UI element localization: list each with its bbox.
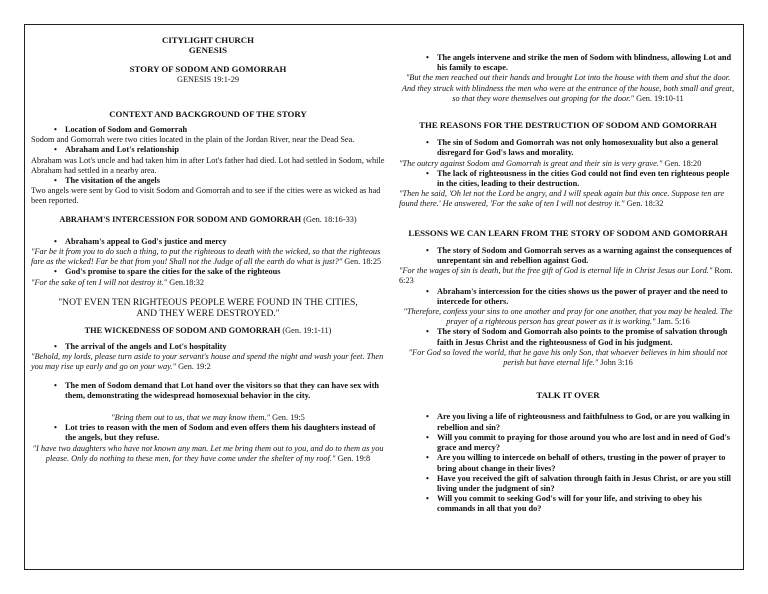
passage-reference: GENESIS 19:1-29 (177, 74, 239, 84)
lesson3-quote-block (399, 348, 737, 368)
church-name: CITYLIGHT CHURCH (162, 35, 254, 45)
reason2-ref: Gen. 18:32 (626, 199, 664, 209)
book-name: GENESIS (188, 45, 228, 56)
arrival-quote-block (31, 352, 385, 372)
wickedness-heading-line (31, 326, 385, 336)
lesson3-quote: "For God so loved the world, that he gave his only Son, that whoever believes in him should not perish but have eternal life." (408, 347, 728, 368)
reason-quote-block (31, 444, 385, 464)
promise-quote-block (31, 278, 385, 288)
visitation-text: Two angels were sent by God to visit Sodom and Gomorrah and to see if the cities were as wicked as had been reported. (31, 186, 381, 206)
lesson1-ref: Rom. 6:23 (399, 266, 733, 286)
visitation-heading: • The visitation of the angels (31, 176, 385, 186)
reason1-quote-block (399, 159, 737, 169)
reason2-quote-block (399, 189, 737, 209)
demand-quote: "Bring them out to us, that we may know them." (111, 413, 271, 423)
promise-heading: • God's promise to spare the cities for the sake of the righteous (31, 267, 385, 277)
lesson1-heading: • The story of Sodom and Gomorrah serves as a warning against the consequences of unrepentant sin and rebellion against God. (399, 246, 737, 266)
intercession-heading: ABRAHAM'S INTERCESSION FOR SODOM AND GOMORRAH (59, 214, 302, 224)
promise-ref: Gen.18:32 (169, 277, 205, 287)
lesson2-ref: Jam. 5:16 (657, 317, 690, 327)
document-title: STORY OF SODOM AND GOMORRAH (129, 64, 287, 75)
intercession-ref: (Gen. 18:16-33) (303, 214, 357, 224)
wickedness-ref: (Gen. 19:1-11) (282, 325, 332, 335)
appeal-quote-block (31, 247, 385, 267)
reason-heading: • Lot tries to reason with the men of Sodom and even offers them his daughters instead of the angels, but they refuse. (31, 423, 385, 443)
context-heading: CONTEXT AND BACKGROUND OF THE STORY (109, 108, 307, 119)
question-item: • Have you received the gift of salvation through faith in Jesus Christ, or are you still living under the judgment of sin? (399, 474, 737, 494)
intervene-quote: "But the men reached out their hands and brought Lot into the house with them and shut the door. And they struck with blindness the men who were at the entrance of the house, both small and great, so that they wore themselves out groping for the door." (401, 73, 735, 103)
talk-heading: TALK IT OVER (536, 390, 600, 401)
arrival-ref: Gen. 19:2 (178, 362, 211, 372)
location-text: Sodom and Gomorrah were two cities located in the plain of the Jordan River, near the Dead Sea. (31, 135, 355, 145)
question-item: • Will you commit to seeking God's will for your life, and striving to obey his commands in all that you do? (399, 494, 737, 514)
relationship-heading: • Abraham and Lot's relationship (31, 145, 385, 155)
demand-heading: • The men of Sodom demand that Lot hand over the visitors so that they can have sex with them, demonstrating the widespread homosexual behavior in the city. (31, 381, 385, 401)
relationship-text: Abraham was Lot's uncle and had taken him in after Lot's father had died. Lot had settled in Sodom, while Abraham had settled in a nearby area. (31, 155, 385, 175)
lesson2-quote: "Therefore, confess your sins to one another and pray for one another, that you may be healed. The prayer of a righteous person has great power as it is working." (403, 307, 733, 327)
intercession-heading-line (31, 215, 385, 225)
left-column (31, 35, 385, 464)
lesson1-quote: "For the wages of sin is death, but the free gift of God is eternal life in Christ Jesus our Lord." (399, 266, 713, 276)
promise-quote: "For the sake of ten I will not destroy it." (31, 277, 168, 287)
right-column (399, 35, 737, 515)
intervene-quote-block (399, 73, 737, 104)
location-heading: • Location of Sodom and Gomorrah (31, 125, 385, 135)
callout-quote: "NOT EVEN TEN RIGHTEOUS PEOPLE WERE FOUND IN THE CITIES, AND THEY WERE DESTROYED." (58, 296, 358, 320)
lesson1-quote-block (399, 266, 737, 286)
reason2-quote: "Then he said, 'Oh let not the Lord be angry, and I will speak again but this once. Suppose ten are found there.' He answered, 'For the sake of ten I will not destroy it." (399, 189, 725, 209)
question-item: • Will you commit to praying for those around you who are lost and in need of God's grace and mercy? (399, 433, 737, 453)
demand-quote-block (31, 413, 385, 423)
reason2-heading: • The lack of righteousness in the cities God could not find even ten righteous people in the cities, leading to their destruction. (399, 169, 737, 189)
appeal-quote: "Far be it from you to do such a thing, to put the righteous to death with the wicked, so that the righteous fare as the wicked! Far be that from you! Shall not the Judge of all the earth do what is just?" (31, 247, 381, 267)
reasons-heading: THE REASONS FOR THE DESTRUCTION OF SODOM AND GOMORRAH (419, 120, 717, 131)
arrival-heading: • The arrival of the angels and Lot's hospitality (31, 342, 385, 352)
reason-ref: Gen. 19:8 (337, 453, 371, 463)
document-page (24, 24, 744, 570)
lesson3-heading: • The story of Sodom and Gomorrah also points to the promise of salvation through faith in Jesus Christ and the righteousness of God in his judgment. (399, 327, 737, 347)
reason1-heading: • The sin of Sodom and Gomorrah was not only homosexuality but also a general disregard for God's laws and morality. (399, 138, 737, 158)
lesson2-quote-block (399, 307, 737, 327)
appeal-ref: Gen. 18:25 (344, 257, 382, 267)
intervene-ref: Gen. 19:10-11 (636, 93, 684, 103)
lessons-heading: LESSONS WE CAN LEARN FROM THE STORY OF SODOM AND GOMORRAH (408, 227, 728, 238)
arrival-quote: "Behold, my lords, please turn aside to your servant's house and spend the night and wash your feet. Then you may rise up early and go on your way." (31, 352, 384, 372)
reason1-ref: Gen. 18:20 (664, 158, 702, 168)
question-item: • Are you living a life of righteousness and faithfulness to God, or are you walking in rebellion and sin? (399, 412, 737, 432)
wickedness-heading: THE WICKEDNESS OF SODOM AND GOMORRAH (84, 325, 281, 335)
demand-ref: Gen. 19:5 (272, 413, 305, 423)
lesson2-heading: • Abraham's intercession for the cities shows us the power of prayer and the need to intercede for others. (399, 287, 737, 307)
reason1-quote: "The outcry against Sodom and Gomorrah is great and their sin is very grave." (399, 158, 663, 168)
reason-quote: "I have two daughters who have not known any man. Let me bring them out to you, and do to them as you please. Only do nothing to these men, for they have come under the shelter of my roof." (32, 443, 384, 463)
appeal-heading: • Abraham's appeal to God's justice and mercy (31, 237, 385, 247)
question-item: • Are you willing to intercede on behalf of others, trusting in the power of prayer to bring about change in their lives? (399, 453, 737, 473)
lesson3-ref: John 3:16 (600, 358, 633, 368)
intervene-heading: • The angels intervene and strike the men of Sodom with blindness, allowing Lot and his family to escape. (399, 53, 737, 73)
